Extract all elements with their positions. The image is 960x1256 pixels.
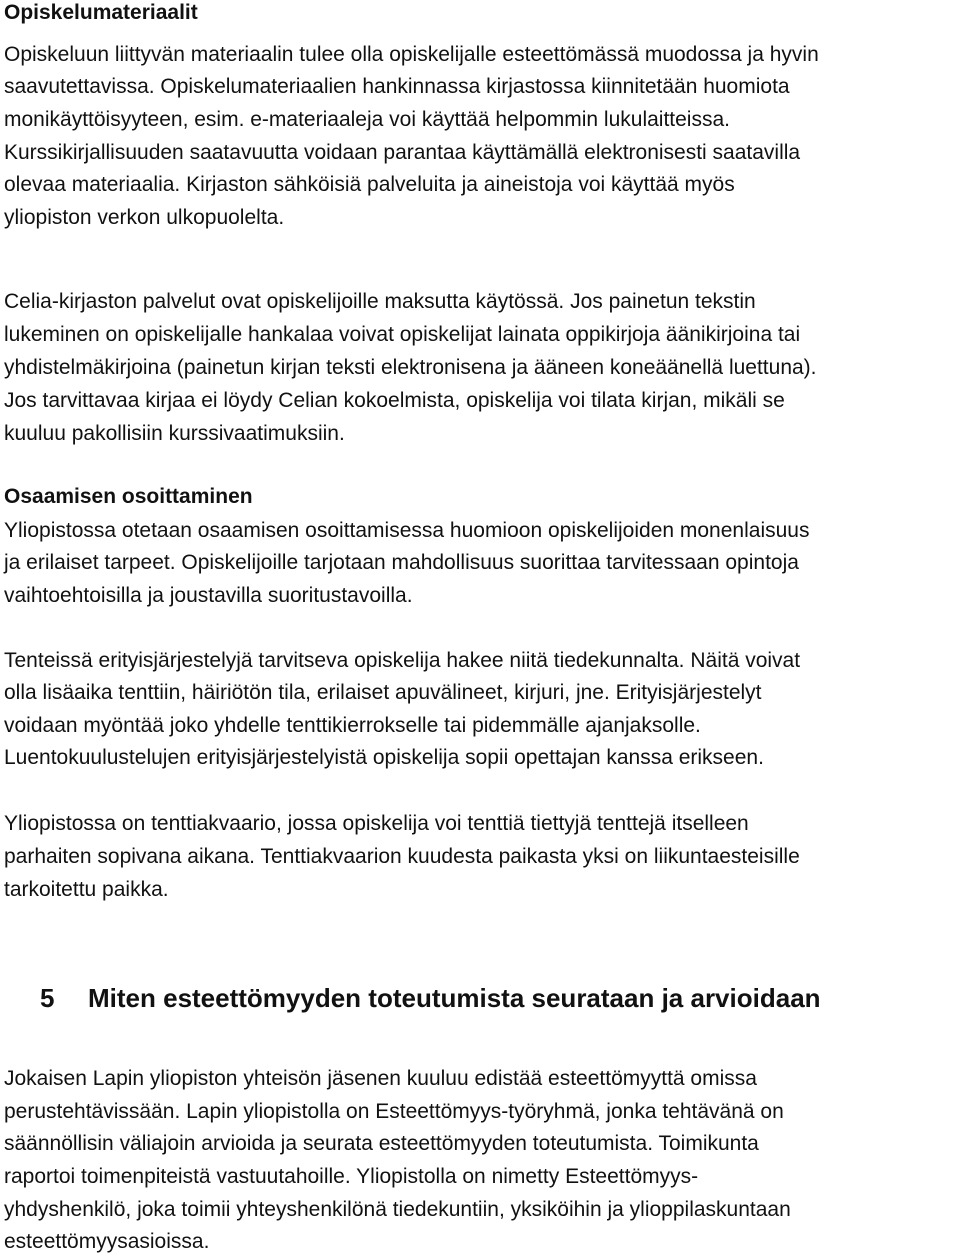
text-line: säännöllisin väliajoin arvioida ja seurata esteettömyyden toteutumista. Toimikunta [4,1132,759,1155]
text-line: saavutettavissa. Opiskelumateriaalien hankinnassa kirjastossa kiinnitetään huomiota [4,75,790,98]
text-line: monikäyttöisyyteen, esim. e-materiaaleja voi käyttää helpommin lukulaitteissa. [4,108,730,131]
section-heading-osaamisen-osoittaminen: Osaamisen osoittaminen [4,485,253,508]
text-line: yhdistelmäkirjoina (painetun kirjan teksti elektronisena ja ääneen koneäänellä luettuna). [4,356,817,379]
text-line: lukeminen on opiskelijalle hankalaa voivat opiskelijat lainata oppikirjoja äänikirjoina tai [4,323,801,346]
text-line: esteettömyysasioissa. [4,1230,210,1253]
text-line: vaihtoehtoisilla ja joustavilla suoritustavoilla. [4,584,413,607]
text-line: Opiskeluun liittyvän materiaalin tulee olla opiskelijalle esteettömässä muodossa ja hyvin [4,43,819,66]
chapter-number: 5 [40,983,55,1013]
text-line: Jokaisen Lapin yliopiston yhteisön jäsenen kuuluu edistää esteettömyyttä omissa [4,1067,757,1090]
text-line: parhaiten sopivana aikana. Tenttiakvaarion kuudesta paikasta yksi on liikuntaesteisille [4,845,800,868]
text-line: raportoi toimenpiteistä vastuutahoille. Yliopistolla on nimetty Esteettömyys- [4,1165,699,1188]
text-line: Tenteissä erityisjärjestelyjä tarvitseva opiskelija hakee niitä tiedekunnalta. Näitä voivat [4,649,801,672]
text-line: Yliopistossa on tenttiakvaario, jossa opiskelija voi tenttiä tiettyjä tenttejä itselleen [4,812,749,835]
chapter-title: Miten esteettömyyden toteutumista seurataan ja arvioidaan [88,983,821,1013]
text-line: Celia-kirjaston palvelut ovat opiskelijoille maksutta käytössä. Jos painetun tekstin [4,290,756,313]
section-heading-opiskelumateriaalit: Opiskelumateriaalit [4,1,198,24]
text-line: olevaa materiaalia. Kirjaston sähköisiä palveluita ja aineistoja voi käyttää myös [4,173,735,196]
text-line: Jos tarvittavaa kirjaa ei löydy Celian kokoelmista, opiskelija voi tilata kirjan, mikäli se [4,389,785,412]
text-line: Kurssikirjallisuuden saatavuutta voidaan parantaa käyttämällä elektronisesti saatavilla [4,141,801,164]
text-line: Yliopistossa otetaan osaamisen osoittamisessa huomioon opiskelijoiden monenlaisuus [4,519,810,542]
text-line: ja erilaiset tarpeet. Opiskelijoille tarjotaan mahdollisuus suorittaa tarvitessaan opintoja [4,551,799,574]
text-line: olla lisäaika tenttiin, häiriötön tila, erilaiset apuvälineet, kirjuri, jne. Erityisjärjestelyt [4,681,762,704]
text-line: voidaan myöntää joko yhdelle tenttikierrokselle tai pidemmälle ajanjaksolle. [4,714,701,737]
chapter-heading [40,982,821,1014]
text-line: yhdyshenkilö, joka toimii yhteyshenkilönä tiedekuntiin, yksiköihin ja ylioppilaskuntaan [4,1198,791,1221]
text-line: Luentokuulustelujen erityisjärjestelyistä opiskelija sopii opettajan kanssa erikseen. [4,746,764,769]
text-line: tarkoitettu paikka. [4,878,169,901]
text-line: perustehtävissään. Lapin yliopistolla on Esteettömyys-työryhmä, jonka tehtävänä on [4,1100,784,1123]
text-line: kuuluu pakollisiin kurssivaatimuksiin. [4,422,345,445]
text-line: yliopiston verkon ulkopuolelta. [4,206,285,229]
